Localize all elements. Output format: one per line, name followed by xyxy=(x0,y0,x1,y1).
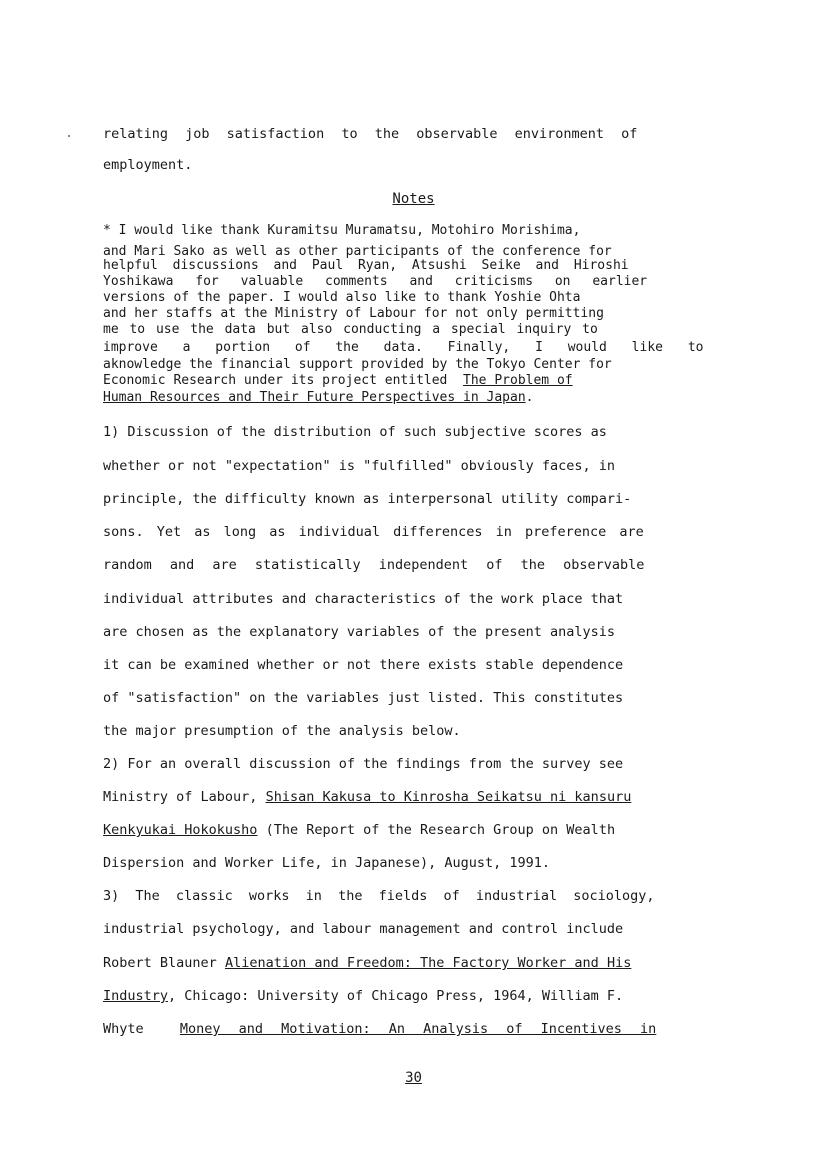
note-star-text: Economic Research under its project entitled xyxy=(103,373,448,388)
note-1-line: sons. Yet as long as individual differences in preference are xyxy=(103,524,644,540)
note-star-line: versions of the paper. I would also like to thank Yoshie Ohta xyxy=(103,290,581,305)
cited-title: Kenkyukai Hokokusho xyxy=(103,822,258,838)
page-number: 30 xyxy=(405,1070,422,1086)
note-3-line: 3) The classic works in the fields of industrial sociology, xyxy=(103,888,655,904)
note-star-line: helpful discussions and Paul Ryan, Atsushi Seike and Hiroshi xyxy=(103,258,629,273)
note-3-text: Robert Blauner xyxy=(103,955,217,971)
note-star-line: Yoshikawa for valuable comments and criticisms on earlier xyxy=(103,274,648,289)
note-1-line: principle, the difficulty known as interpersonal utility compari- xyxy=(103,491,632,507)
note-2-line: Dispersion and Worker Life, in Japanese), August, 1991. xyxy=(103,855,551,871)
note-3-text: , Chicago: University of Chicago Press, 1964, William F. xyxy=(168,988,624,1004)
note-2-line xyxy=(103,788,729,806)
note-star-line: * I would like thank Kuramitsu Muramatsu, Motohiro Morishima, xyxy=(103,223,581,238)
note-2-text: Ministry of Labour, xyxy=(103,789,258,805)
note-1-line: random and are statistically independent of the observable xyxy=(103,557,645,573)
cited-title: Alienation and Freedom: The Factory Worker and His xyxy=(224,955,632,971)
note-1-line: it can be examined whether or not there exists stable dependence xyxy=(103,657,624,673)
note-star-line: and Mari Sako as well as other participants of the conference for xyxy=(103,244,612,259)
cited-title: Human Resources and Their Future Perspectives in Japan xyxy=(103,390,526,405)
body-text-line: employment. xyxy=(103,157,193,173)
cited-title: Industry xyxy=(103,988,169,1004)
note-3-text: Whyte xyxy=(103,1021,144,1037)
note-3-line: industrial psychology, and labour management and control include xyxy=(103,921,624,937)
note-star-end: . xyxy=(525,390,534,405)
note-star-line: me to use the data but also conducting a special inquiry to xyxy=(103,322,598,337)
scan-speck xyxy=(68,135,70,137)
note-star-line: and her staffs at the Ministry of Labour for not only permitting xyxy=(103,306,604,321)
body-text-line: relating job satisfaction to the observable environment of xyxy=(103,126,638,142)
note-1-line: of "satisfaction" on the variables just listed. This constitutes xyxy=(103,690,624,706)
note-1-line: individual attributes and characteristics of the work place that xyxy=(103,591,624,607)
note-1-line: whether or not "expectation" is "fulfilled" obviously faces, in xyxy=(103,458,616,474)
note-3-line xyxy=(103,1020,729,1038)
note-3-line xyxy=(103,987,729,1005)
note-star-line: improve a portion of the data. Finally, I would like to xyxy=(103,340,704,355)
note-1-line: 1) Discussion of the distribution of such subjective scores as xyxy=(103,424,607,440)
note-1-line: are chosen as the explanatory variables of the present analysis xyxy=(103,624,616,640)
note-star-line: aknowledge the financial support provided by the Tokyo Center for xyxy=(103,357,612,372)
note-star-line xyxy=(103,390,729,405)
cited-title: The Problem of xyxy=(463,373,573,388)
cited-title: Shisan Kakusa to Kinrosha Seikatsu ni kansuru xyxy=(265,789,632,805)
note-1-line: the major presumption of the analysis below. xyxy=(103,723,461,739)
note-2-text: (The Report of the Research Group on Wealth xyxy=(265,822,616,838)
cited-title: Money and Motivation: An Analysis of Incentives in xyxy=(179,1021,657,1037)
note-2-line: 2) For an overall discussion of the findings from the survey see xyxy=(103,756,624,772)
note-2-line xyxy=(103,821,729,839)
note-star-line xyxy=(103,373,729,388)
note-3-line xyxy=(103,954,729,972)
notes-heading: Notes xyxy=(392,191,435,207)
